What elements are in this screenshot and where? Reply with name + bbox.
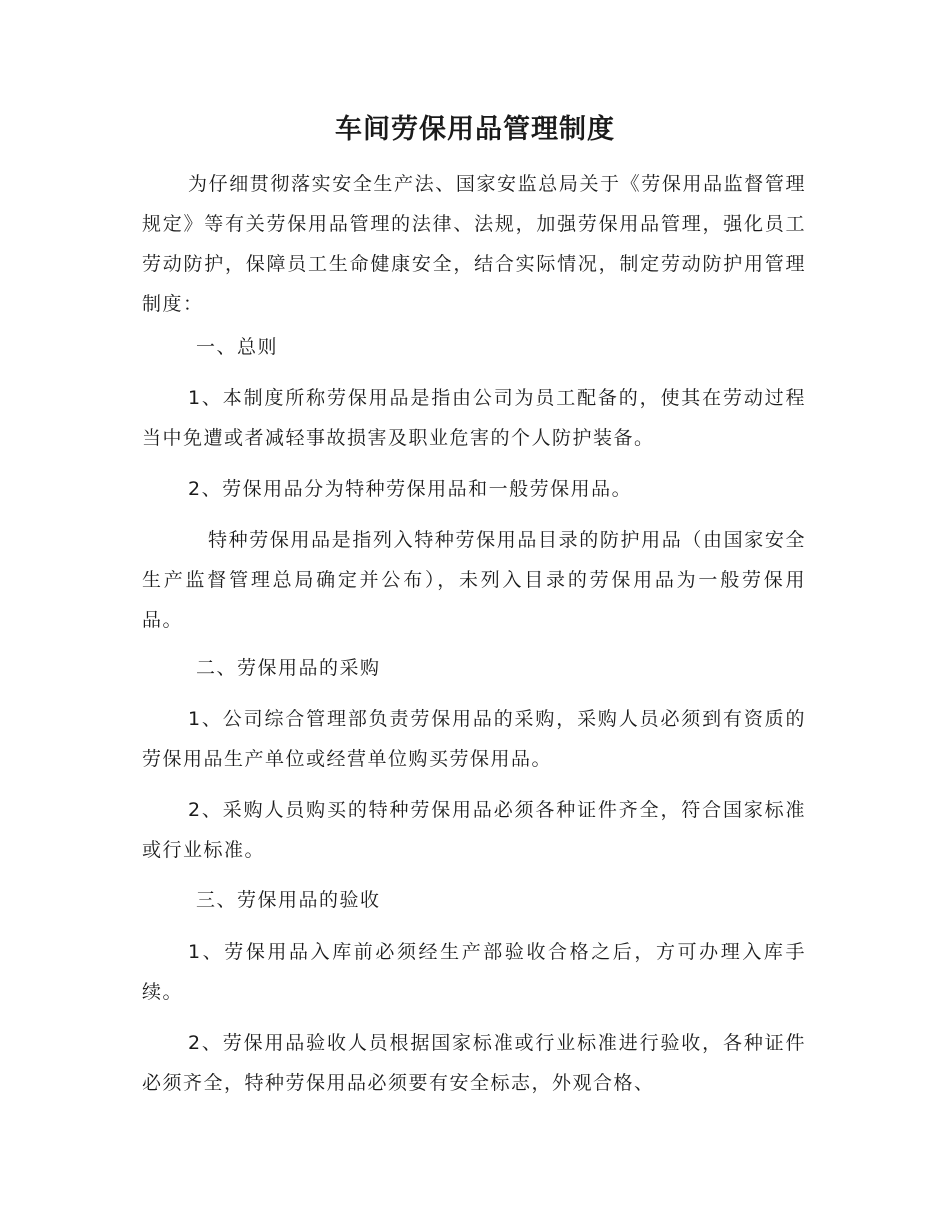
intro-paragraph: 为仔细贯彻落实安全生产法、国家安监总局关于《劳保用品监督管理规定》等有关劳保用品管理的法律、法规，加强劳保用品管理，强化员工劳动防护，保障员工生命健康安全，结合实际情况，制定劳动防护用管理制度： <box>142 173 806 315</box>
section-heading-procurement: 二、劳保用品的采购 <box>196 657 381 679</box>
general-paragraph-1: 1、本制度所称劳保用品是指由公司为员工配备的，使其在劳动过程当中免遭或者减轻事故损害及职业危害的个人防护装备。 <box>142 387 806 449</box>
section-heading-general: 一、总则 <box>196 336 279 358</box>
inspection-paragraph-2: 2、劳保用品验收人员根据国家标准或行业标准进行验收，各种证件必须齐全，特种劳保用品必须要有安全标志，外观合格、 <box>142 1032 806 1094</box>
document-title: 车间劳保用品管理制度 <box>335 114 615 145</box>
general-paragraph-3: 特种劳保用品是指列入特种劳保用品目录的防护用品（由国家安全生产监督管理总局确定并公布），未列入目录的劳保用品为一般劳保用品。 <box>142 529 806 631</box>
procurement-paragraph-1: 1、公司综合管理部负责劳保用品的采购，采购人员必须到有资质的劳保用品生产单位或经营单位购买劳保用品。 <box>142 708 806 770</box>
section-heading-inspection: 三、劳保用品的验收 <box>196 889 381 911</box>
general-paragraph-2: 2、劳保用品分为特种劳保用品和一般劳保用品。 <box>188 478 633 500</box>
inspection-paragraph-1: 1、劳保用品入库前必须经生产部验收合格之后，方可办理入库手续。 <box>142 941 806 1003</box>
procurement-paragraph-2: 2、采购人员购买的特种劳保用品必须各种证件齐全，符合国家标准或行业标准。 <box>142 799 806 861</box>
